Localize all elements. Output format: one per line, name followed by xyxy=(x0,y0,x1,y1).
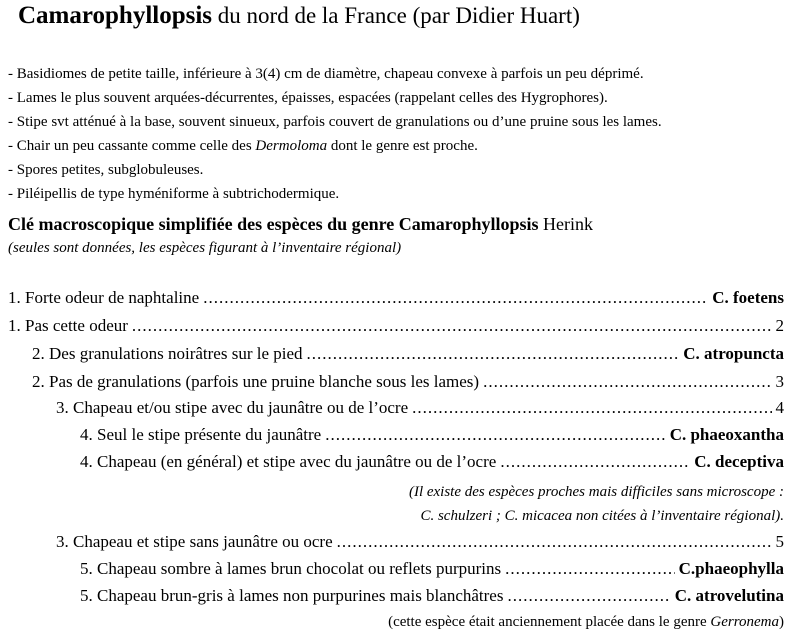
key-leader-dots xyxy=(412,398,771,418)
key-lead: 1. Pas cette odeur xyxy=(8,316,128,335)
key-heading-bold: Clé macroscopique simplifiée des espèces du genre Camarophyllopsis xyxy=(8,214,539,234)
key-lead: 4. Seul le stipe présente du jaunâtre xyxy=(80,425,322,444)
key-lead: 5. Chapeau sombre à lames brun chocolat ou reflets purpurins xyxy=(80,559,502,578)
key-row xyxy=(80,452,784,472)
key-leader-dots xyxy=(307,344,680,364)
key-target: C. atrovelutina xyxy=(674,586,784,605)
trait-genus-italic: Dermoloma xyxy=(255,138,328,154)
key-heading-author: Herink xyxy=(538,214,593,234)
trait-line: - Piléipellis de type hyméniforme à subtrichodermique. xyxy=(8,186,340,202)
key-note xyxy=(409,480,784,528)
key-note-line: C. schulzeri ; C. micacea non citées à l’inventaire régional). xyxy=(420,508,784,524)
key-target: C. foetens xyxy=(712,288,784,307)
key-row xyxy=(8,288,784,308)
key-leader-dots xyxy=(203,288,708,308)
key-note: (cette espèce était anciennement placée dans le genre Gerronema) xyxy=(388,614,784,630)
key-leader-dots xyxy=(132,316,772,336)
page-title xyxy=(18,2,580,30)
key-target: 5 xyxy=(775,532,784,551)
key-lead: 4. Chapeau (en général) et stipe avec du jaunâtre ou de l’ocre xyxy=(80,452,497,471)
key-target: C. deceptiva xyxy=(694,452,784,471)
key-row xyxy=(32,344,784,364)
key-target: C. phaeoxantha xyxy=(669,425,784,444)
key-row xyxy=(8,316,784,336)
trait-line: - Spores petites, subglobuleuses. xyxy=(8,162,204,178)
key-leader-dots xyxy=(325,425,665,445)
key-leader-dots xyxy=(505,559,675,579)
key-row xyxy=(32,372,784,392)
key-row xyxy=(56,398,784,418)
key-note-genus-italic: Gerronema xyxy=(710,614,779,630)
genus-traits-list xyxy=(8,62,662,206)
key-target: 4 xyxy=(775,398,784,417)
key-leader-dots xyxy=(483,372,771,392)
key-subtitle: (seules sont données, les espèces figurant à l’inventaire régional) xyxy=(8,240,402,256)
key-lead: 1. Forte odeur de naphtaline xyxy=(8,288,200,307)
key-lead: 3. Chapeau et stipe sans jaunâtre ou ocre xyxy=(56,532,333,551)
key-leader-dots xyxy=(507,586,670,606)
title-rest: du nord de la France (par Didier Huart) xyxy=(212,3,580,28)
key-lead: 2. Des granulations noirâtres sur le pied xyxy=(32,344,303,363)
key-note-line: (Il existe des espèces proches mais difficiles sans microscope : xyxy=(408,484,784,500)
key-target: 3 xyxy=(775,372,784,391)
key-row xyxy=(80,559,784,579)
key-row xyxy=(80,586,784,606)
key-row xyxy=(56,532,784,552)
key-leader-dots xyxy=(337,532,772,552)
trait-line: - Chair un peu cassante comme celle des Dermoloma dont le genre est proche. xyxy=(8,138,478,154)
key-lead: 3. Chapeau et/ou stipe avec du jaunâtre ou de l’ocre xyxy=(56,398,409,417)
key-target: C.phaeophylla xyxy=(678,559,784,578)
key-row xyxy=(80,425,784,445)
trait-line: - Basidiomes de petite taille, inférieure à 3(4) cm de diamètre, chapeau convexe à parfois un peu déprimé. xyxy=(8,66,644,82)
trait-line: - Stipe svt atténué à la base, souvent sinueux, parfois couvert de granulations ou d’une pruine sous les lames. xyxy=(8,114,662,130)
key-leader-dots xyxy=(500,452,690,472)
key-lead: 2. Pas de granulations (parfois une pruine blanche sous les lames) xyxy=(32,372,480,391)
key-target: 2 xyxy=(775,316,784,335)
title-genus: Camarophyllopsis xyxy=(18,2,213,29)
key-lead: 5. Chapeau brun-gris à lames non purpurines mais blanchâtres xyxy=(80,586,504,605)
trait-line: - Lames le plus souvent arquées-décurrentes, épaisses, espacées (rappelant celles des Hygrophores). xyxy=(8,90,608,106)
key-target: C. atropuncta xyxy=(683,344,784,363)
key-heading xyxy=(8,214,593,235)
